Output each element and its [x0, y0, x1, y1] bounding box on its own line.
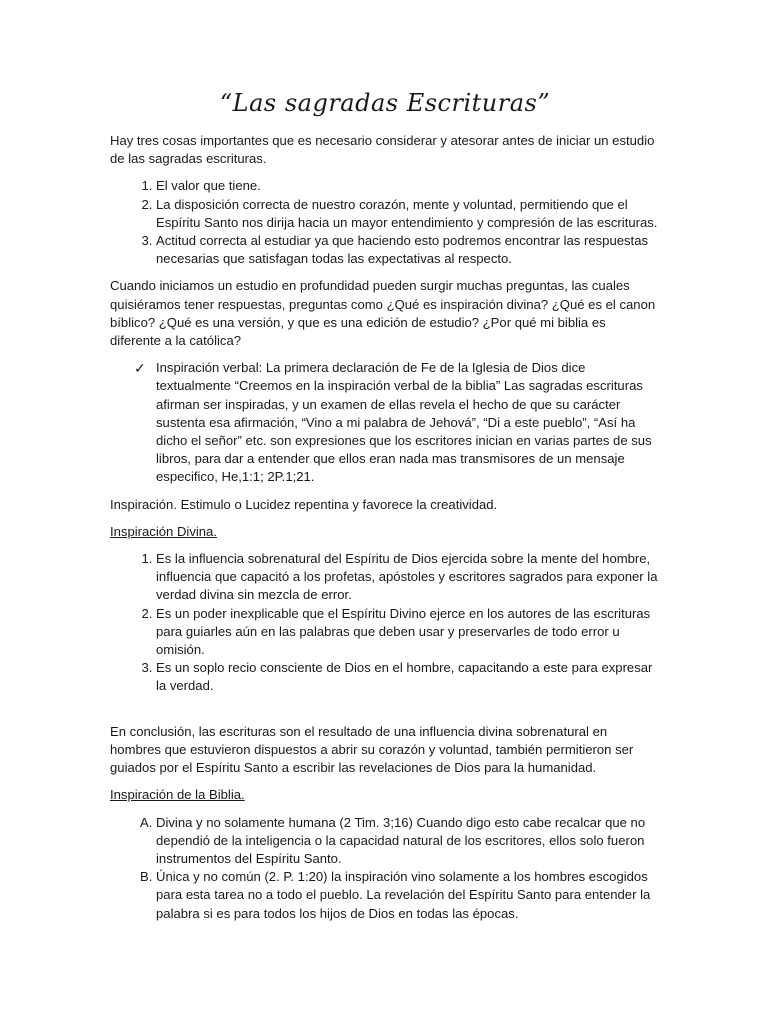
- definition-paragraph: Inspiración. Estimulo o Lucidez repentina y favorece la creatividad.: [110, 496, 498, 512]
- questions-paragraph: Cuando iniciamos un estudio en profundidad pueden surgir muchas preguntas, las cuales quisiéramos tener respuestas, preguntas como ¿Qué es inspiración divina? ¿Qué es el canon bíblico? ¿Qué es una versión, y que es una edición de estudio? ¿Por qué mi biblia es diferente a la católica?: [110, 278, 656, 349]
- section-heading-inspiracion-biblia: Inspiración de la Biblia.: [110, 787, 245, 803]
- list-item: 1. Es la influencia sobrenatural del Espíritu de Dios ejercida sobre la mente del hombre, influencia que capacitó a los profetas, apóstoles y escritores sagrados para exponer la verdad divina sin mezcla de error.: [156, 550, 660, 605]
- page-title: “Las sagradas Escrituras”: [219, 89, 551, 117]
- intro-paragraph: Hay tres cosas importantes que es necesario considerar y atesorar antes de iniciar un estudio de las sagradas escrituras.: [110, 133, 655, 167]
- list-item: 1. El valor que tiene.: [156, 177, 660, 195]
- divine-inspiration-list: [110, 550, 660, 696]
- list-item: 3. Actitud correcta al estudiar ya que haciendo esto podremos encontrar las respuestas necesarias que satisfagan todas las expectativas al respecto.: [156, 232, 660, 268]
- list-item: 3. Es un soplo recio consciente de Dios en el hombre, capacitando a este para expresar la verdad.: [156, 659, 660, 695]
- list-item: 2. La disposición correcta de nuestro corazón, mente y voluntad, permitiendo que el Espíritu Santo nos dirija hacia un mayor entendimiento y compresión de las escrituras.: [156, 196, 660, 232]
- list-item: A. Divina y no solamente humana (2 Tim. 3;16) Cuando digo esto cabe recalcar que no dependió de la inteligencia o la capacidad natural de los escritores, ellos solo fueron instrumentos del Espíritu Santo.: [156, 814, 660, 869]
- conclusion-paragraph: En conclusión, las escrituras son el resultado de una influencia divina sobrenatural en hombres que estuvieron dispuestos a abrir su corazón y voluntad, también permitieron ser guiados por el Espíritu Santo a escribir las revelaciones de Dios para la humanidad.: [110, 723, 634, 776]
- section-heading-inspiracion-divina: Inspiración Divina.: [110, 523, 217, 539]
- spacer: [110, 705, 660, 723]
- checklist: [110, 359, 660, 486]
- check-icon: ✓: [134, 360, 146, 377]
- list-item: 2. Es un poder inexplicable que el Espíritu Divino ejerce en los autores de las escrituras para guiarles aún en las palabras que deben usar y preservarles de todo error u omisión.: [156, 605, 660, 660]
- list-item: B. Única y no común (2. P. 1:20) la inspiración vino solamente a los hombres escogidos para esta tarea no a todo el pueblo. La revelación del Espíritu Santo para entender la palabra si es para todos los hijos de Dios en todas las épocas.: [156, 868, 660, 923]
- checklist-item: [134, 359, 660, 486]
- bible-inspiration-list: [110, 814, 660, 923]
- checklist-item-text: Inspiración verbal: La primera declaración de Fe de la Iglesia de Dios dice textualmente “Creemos en la inspiración verbal de la biblia” Las sagradas escrituras afirman ser inspiradas, y un examen de ellas revela el hecho de que su carácter sustenta esa afirmación, “Vino a mi palabra de Jehová”, “Di a este pueblo”, “Así ha dicho el señor” etc. son expresiones que los escritores inician en varias partes de sus libros, para dar a entender que ellos eran nada mas transmisores de un mensaje especifico, He,1:1; 2P.1;21.: [156, 360, 652, 485]
- considerations-list: [110, 177, 660, 268]
